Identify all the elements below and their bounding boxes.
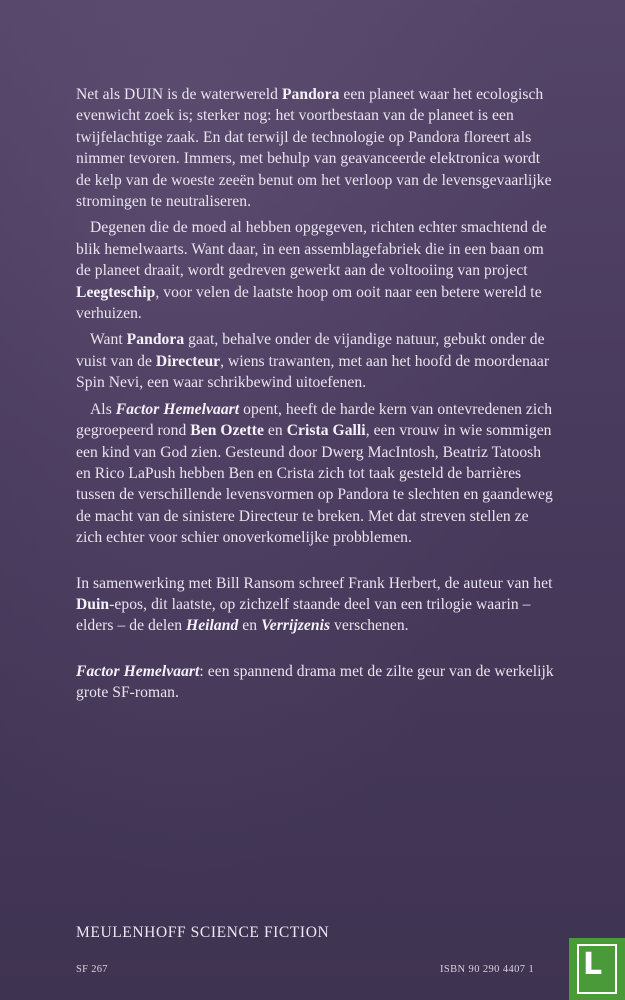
bold-term: Ben Ozette [190,422,264,440]
blurb-text [76,84,554,709]
book-title-italic: Heiland [186,617,239,635]
library-sticker [569,938,625,1000]
blurb-paragraph-4: Als Factor Hemelvaart opent, heeft de harde kern van ontevredenen zich gegroepeerd rond Ben Ozette en Crista Galli, een vrouw in wie sommigen een kind van God zien. Gesteund door Dwerg MacIntosh, Beatriz Tatoosh en Rico LaPush hebben Ben en Crista zich tot taak gesteld de barrières tussen de verschillende levensvormen op Pandora te slechten en gaandeweg de macht van de sinistere Directeur te breken. Met dat streven stellen ze zich echter voor schier onoverkomelijke probblemen. [76,400,553,547]
bold-term: Crista Galli [286,422,366,440]
blurb-paragraph-6: Factor Hemelvaart: een spannend drama met de zilte geur van de werkelijk grote SF-roman. [76,662,554,702]
publisher-imprint: MEULENHOFF SCIENCE FICTION [76,924,330,941]
book-title-italic: Verrijzenis [261,617,331,635]
bold-term: Pandora [281,86,340,103]
blurb-paragraph-5: In samenwerking met Bill Ransom schreef Frank Herbert, de auteur van het Duin-epos, dit laatste, op zichzelf staande deel van een trilogie waarin – elders – de delen Heiland en Verrijzenis verschenen. [76,574,553,635]
bold-term: Directeur [155,352,221,370]
bold-term: Leegteschip [76,283,156,301]
bold-term: Pandora [126,331,185,349]
isbn-number: ISBN 90 290 4407 1 [440,964,535,975]
sticker-l-glyph: L [583,947,603,982]
blurb-paragraph-3: Want Pandora gaat, behalve onder de vijandige natuur, gebukt onder de vuist van de Directeur, wiens trawanten, met aan het hoofd de moordenaar Spin Nevi, een waar schrikbewind uitoefenen. [76,331,550,392]
book-title-italic: Factor Hemelvaart [76,662,200,680]
blurb-paragraph-1: Net als DUIN is de waterwereld Pandora een planeet waar het ecologisch evenwicht zoek is; sterker nog: het voortbestaan van de planeet is een twijfelachtige zaak. En dat terwijl de technologie op Pandora floreert als nimmer tevoren. Immers, met behulp van geavanceerde elektronica wordt de kelp van de woeste zeeën benut om het verloop van de levensgevaarlijke stromingen te neutraliseren. [76,86,552,211]
bold-term: Duin [76,595,110,613]
series-number: SF 267 [76,964,108,975]
book-title-italic: Factor Hemelvaart [115,400,240,418]
blurb-paragraph-2: Degenen die de moed al hebben opgegeven, richten echter smachtend de blik hemelwaarts. Want daar, in een assemblagefabriek die in een baan om de planeet draait, wordt gedreven gewerkt aan de voltooiing van project Leegteschip, voor velen de laatste hoop om ooit naar een betere wereld te verhuizen. [76,219,547,323]
